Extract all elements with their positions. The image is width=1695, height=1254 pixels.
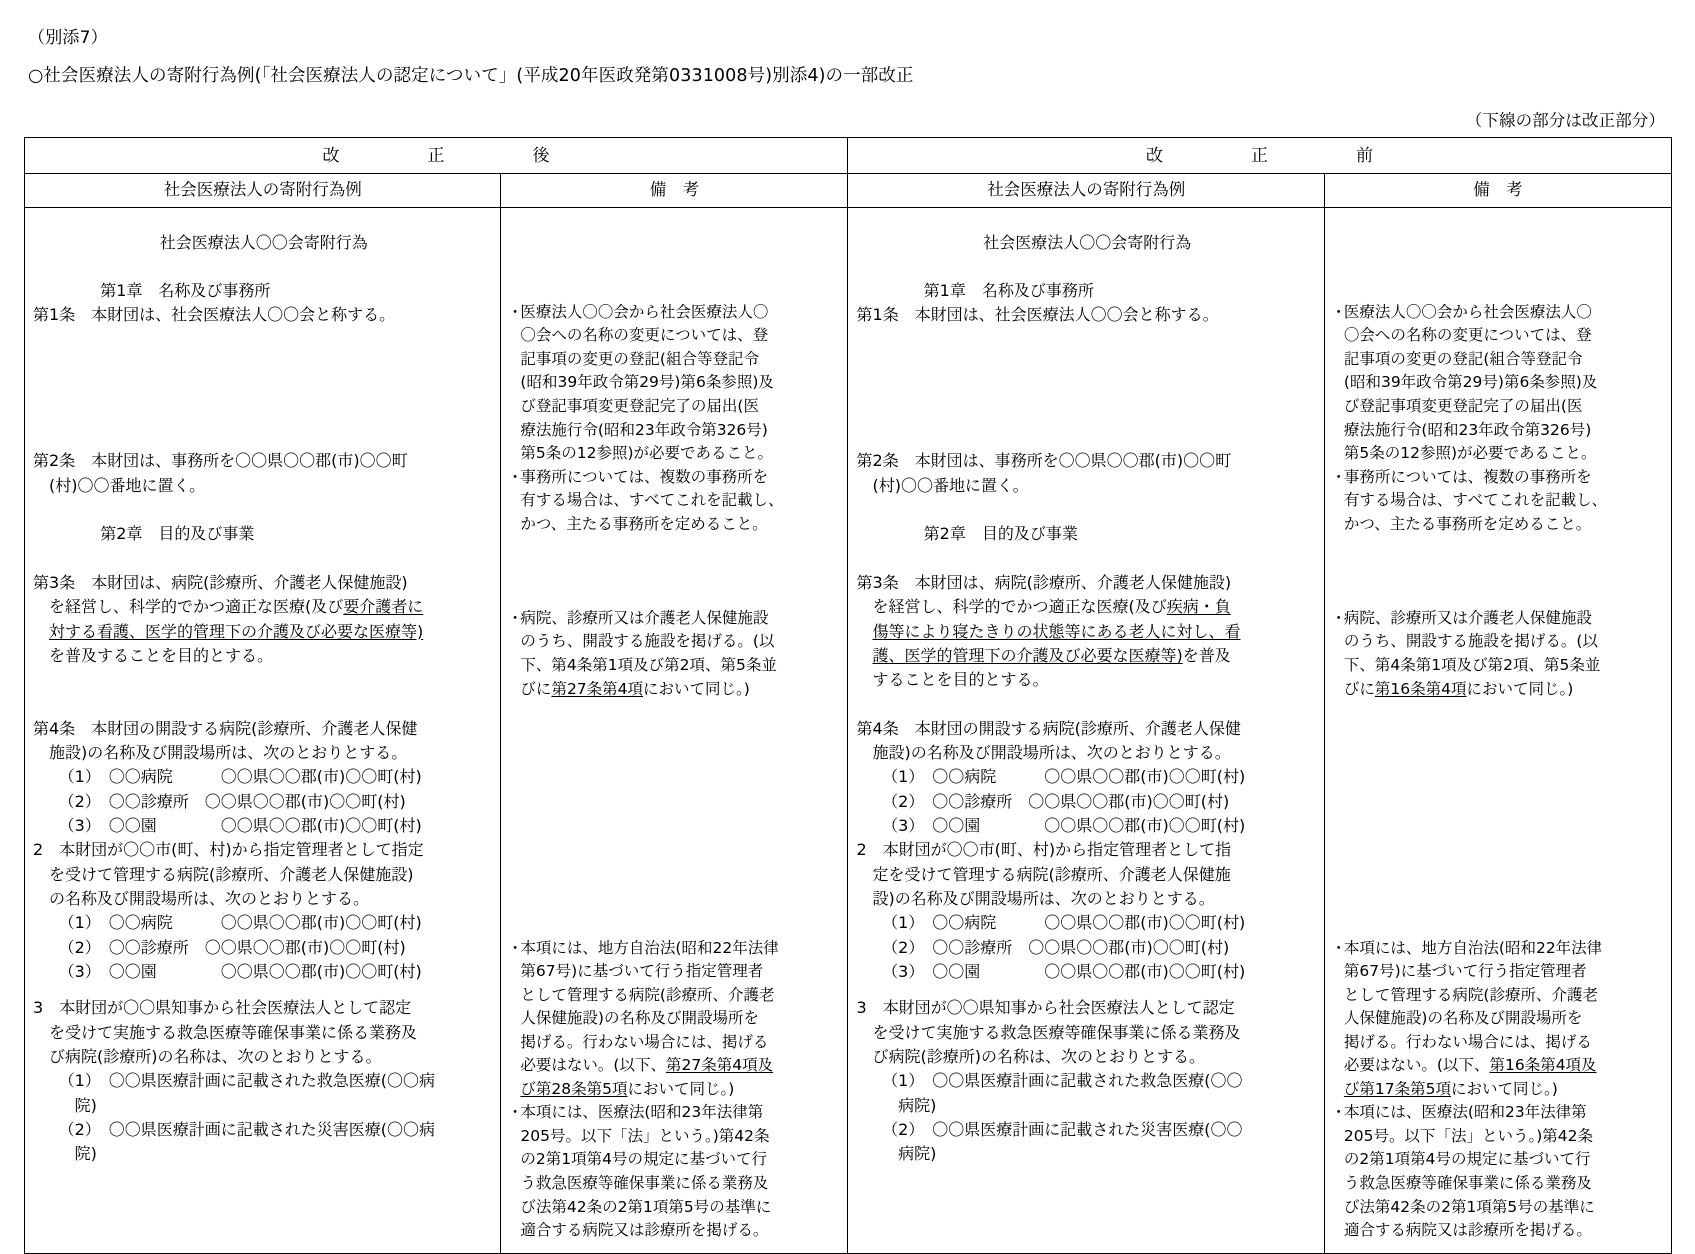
after-note-5: [507, 1101, 841, 1242]
after-note-4-line-4: 人保健施設)の名称及び開設場所を: [520, 1009, 759, 1028]
before-article-4-item-3: （3） 〇〇園 〇〇県〇〇郡(市)〇〇町(村): [882, 816, 1246, 836]
before-article-4-para-2-item-3: （3） 〇〇園 〇〇県〇〇郡(市)〇〇町(村): [882, 961, 1246, 981]
after-chapter-1-heading: 第1章 名称及び事務所: [100, 281, 271, 301]
before-article-4-para-3-line-2: を受けて実施する救急医療等確保事業に係る業務及: [872, 1022, 1241, 1042]
after-note-3-line-4-prefix: びに: [520, 679, 552, 698]
before-article-1: 第1条 本財団は、社会医療法人〇〇会と称する。: [856, 305, 1219, 325]
before-note-3-line-4-suffix: において同じ。): [1466, 679, 1574, 698]
before-article-3-line-2-plain: を経営し、科学的でかつ適正な医療(及び: [872, 597, 1167, 617]
after-note-1-line-4: (昭和39年政令第29号)第6条参照)及: [520, 373, 774, 392]
after-article-4-item-3: （3） 〇〇園 〇〇県〇〇郡(市)〇〇町(村): [58, 816, 422, 836]
before-note-4-line-7-suffix: において同じ。): [1451, 1079, 1558, 1098]
before-note-4-line-6-prefix: 必要はない。(以下、: [1343, 1056, 1490, 1075]
before-note-2-line-2: 有する場合は、すべてこれを記載し、: [1343, 491, 1608, 510]
before-note-4-line-1: 本項には、地方自治法(昭和22年法律: [1343, 938, 1603, 957]
before-article-4-item-2: （2） 〇〇診療所 〇〇県〇〇郡(市)〇〇町(村): [882, 791, 1230, 811]
after-article-4-para-3-line-1: 3 本財団が〇〇県知事から社会医療法人として認定: [33, 998, 412, 1018]
after-note-3: [507, 607, 841, 701]
after-note-2-line-2: 有する場合は、すべてこれを記載し、: [520, 491, 784, 510]
group-header-after: 改 正 後: [25, 138, 848, 174]
after-article-4-para-3-item-1-line-1: （1） 〇〇県医療計画に記載された救急医療(〇〇病: [58, 1071, 436, 1091]
after-article-4-para-3-item-2-line-1: （2） 〇〇県医療計画に記載された災害医療(〇〇病: [58, 1119, 436, 1139]
bullet-icon: ・: [507, 302, 523, 321]
before-article-4-para-3-line-3: び病院(診療所)の名称は、次のとおりとする。: [872, 1047, 1205, 1067]
after-note-1-line-2: 〇会への名称の変更については、登: [520, 326, 769, 345]
after-article-3-line-2-revised: 要介護者に: [343, 597, 424, 617]
underline-legend: （下線の部分は改正部分）: [1465, 111, 1665, 131]
before-note-5-line-3: の2第1項第4号の規定に基づいて行: [1343, 1150, 1591, 1169]
before-note-4-line-2: 第67号)に基づいて行う指定管理者: [1343, 962, 1587, 981]
before-note-2-line-1: 事務所については、複数の事務所を: [1343, 467, 1592, 486]
before-note-1: [1331, 301, 1665, 466]
before-article-2-line-2: (村)〇〇番地に置く。: [872, 475, 1029, 495]
after-article-3-line-3-revised: 対する看護、医学的管理下の介護及び必要な医療等): [49, 621, 424, 641]
after-article-4-para-2-item-3: （3） 〇〇園 〇〇県〇〇郡(市)〇〇町(村): [58, 961, 422, 981]
column-header-before-note: 備 考: [1324, 174, 1671, 208]
before-article-4-para-3-line-1: 3 本財団が〇〇県知事から社会医療法人として認定: [856, 998, 1235, 1018]
before-article-3-line-4-revised: 護、医学的管理下の介護及び必要な医療等): [872, 645, 1183, 665]
after-note-1-line-1: 医療法人〇〇会から社会医療法人〇: [520, 302, 769, 321]
after-article-3-line-4: を普及することを目的とする。: [49, 645, 274, 665]
before-note-4-line-6: [1344, 1054, 1665, 1078]
after-article-3-line-2-plain: を経営し、科学的でかつ適正な医療(及び: [49, 597, 344, 617]
before-note-2-line-3: かつ、主たる事務所を定めること。: [1343, 514, 1592, 533]
after-note-3-line-4-revised: 第27条第4項: [551, 679, 644, 698]
before-article-4-para-2-line-1: 2 本財団が〇〇市(町、村)から指定管理者として指: [856, 840, 1232, 860]
bullet-icon: ・: [507, 467, 523, 486]
after-note-5-line-4: う救急医療等確保事業に係る業務及: [520, 1174, 769, 1193]
after-article-4-para-3-line-2: を受けて実施する救急医療等確保事業に係る業務及: [49, 1022, 418, 1042]
bullet-icon: ・: [507, 608, 523, 627]
after-note-3-line-3: 下、第4条第1項及び第2項、第5条並: [520, 656, 777, 674]
after-note-5-line-6: 適合する病院又は診療所を掲げる。: [520, 1221, 769, 1240]
column-header-before-body: 社会医療法人の寄附行為例: [848, 174, 1324, 208]
before-article-4-para-2-item-2: （2） 〇〇診療所 〇〇県〇〇郡(市)〇〇町(村): [882, 937, 1230, 957]
before-article-4-line-1: 第4条 本財団の開設する病院(診療所、介護老人保健: [856, 718, 1241, 738]
group-header-before: 改 正 前: [848, 138, 1672, 174]
before-note-5-line-2: 205号。以下「法」という。)第42条: [1343, 1126, 1594, 1145]
before-note-5: [1331, 1101, 1665, 1242]
before-note-4-line-3: として管理する病院(診療所、介護老: [1343, 985, 1598, 1004]
after-article-3-line-1: 第3条 本財団は、病院(診療所、介護老人保健施設): [33, 572, 408, 592]
before-note-1-line-4: (昭和39年政令第29号)第6条参照)及: [1343, 373, 1598, 392]
before-note-1-line-5: び登記事項変更登記完了の届出(医: [1343, 396, 1583, 415]
before-note-3-line-4-revised: 第16条第4項: [1374, 679, 1467, 698]
after-article-4-para-2-line-2: を受けて管理する病院(診療所、介護老人保健施設): [49, 864, 414, 884]
before-article-4-para-2-line-2: 定を受けて管理する病院(診療所、介護老人保健施: [872, 864, 1231, 884]
after-note-2-line-1: 事務所については、複数の事務所を: [520, 467, 769, 486]
after-article-3-line-2: [33, 595, 494, 619]
after-article-4-item-2: （2） 〇〇診療所 〇〇県〇〇郡(市)〇〇町(村): [58, 791, 406, 811]
before-article-3-line-2-revised: 疾病・負: [1166, 597, 1231, 617]
before-note-4-line-7: [1344, 1078, 1665, 1102]
after-note-5-line-5: び法第42条の2第1項第5号の基準に: [520, 1197, 772, 1216]
content-row: [25, 208, 1672, 1253]
before-article-4-para-3-item-2-line-1: （2） 〇〇県医療計画に記載された災害医療(〇〇: [882, 1119, 1243, 1139]
after-note-1-line-3: 記事項の変更の登記(組合等登記令: [520, 349, 759, 368]
after-note-3-line-2: のうち、開設する施設を掲げる。(以: [520, 632, 775, 651]
after-article-2-line-1: 第2条 本財団は、事務所を〇〇県〇〇郡(市)〇〇町: [33, 451, 408, 471]
before-chapter-1-heading: 第1章 名称及び事務所: [923, 281, 1094, 301]
after-note-4-line-3: として管理する病院(診療所、介護老: [520, 985, 775, 1004]
after-body-cell: [25, 208, 501, 1253]
after-article-4-line-1: 第4条 本財団の開設する病院(診療所、介護老人保健: [33, 718, 418, 738]
bullet-icon: ・: [1330, 467, 1347, 486]
before-notes-cell: [1324, 208, 1671, 1253]
before-note-1-line-2: 〇会への名称の変更については、登: [1343, 326, 1592, 345]
after-note-3-line-1: 病院、診療所又は介護老人保健施設: [520, 608, 769, 627]
after-article-4-para-3-item-1-line-2: 院): [74, 1095, 97, 1115]
before-article-4-para-3-item-1-line-2: 病院): [898, 1095, 937, 1115]
before-note-5-line-4: う救急医療等確保事業に係る業務及: [1343, 1174, 1592, 1193]
after-note-5-line-1: 本項には、医療法(昭和23年法律第: [520, 1103, 764, 1122]
before-note-1-line-6: 療法施行令(昭和23年政令第326号): [1343, 420, 1592, 439]
column-header-after-body: 社会医療法人の寄附行為例: [25, 174, 501, 208]
before-note-1-line-3: 記事項の変更の登記(組合等登記令: [1343, 349, 1583, 368]
before-article-3-line-4: [856, 644, 1317, 668]
before-article-4-para-2-line-3: 設)の名称及び開設場所は、次のとおりとする。: [872, 888, 1215, 908]
after-note-4-line-7: [520, 1078, 841, 1102]
before-note-1-line-7: 第5条の12参照)が必要であること。: [1343, 444, 1597, 463]
bullet-icon: ・: [507, 938, 523, 957]
bullet-icon: ・: [1330, 938, 1347, 957]
after-notes-cell: [501, 208, 848, 1253]
after-article-4-para-2-line-3: の名称及び開設場所は、次のとおりとする。: [49, 888, 370, 908]
after-note-4-line-6-revised: 第27条第4項及: [665, 1056, 774, 1075]
after-article-4-item-1: （1） 〇〇病院 〇〇県〇〇郡(市)〇〇町(村): [58, 767, 422, 787]
before-article-3-line-4-suffix: を普及: [1182, 645, 1231, 665]
before-chapter-2-heading: 第2章 目的及び事業: [923, 524, 1078, 544]
bullet-icon: ・: [1330, 608, 1347, 627]
before-article-4-para-2-item-1: （1） 〇〇病院 〇〇県〇〇郡(市)〇〇町(村): [882, 913, 1246, 933]
column-header-after-note: 備 考: [501, 174, 848, 208]
before-article-3-line-5: することを目的とする。: [872, 670, 1049, 690]
before-note-3: [1331, 607, 1665, 701]
after-article-4-para-2-item-2: （2） 〇〇診療所 〇〇県〇〇郡(市)〇〇町(村): [58, 937, 406, 957]
bullet-icon: ・: [1330, 1103, 1347, 1122]
before-article-2-line-1: 第2条 本財団は、事務所を〇〇県〇〇郡(市)〇〇町: [856, 451, 1232, 471]
after-article-2-line-2: (村)〇〇番地に置く。: [49, 475, 206, 495]
after-note-4-line-5: 掲げる。行わない場合には、掲げる: [520, 1032, 769, 1051]
before-note-3-line-4: [1344, 678, 1665, 702]
before-article-3-line-1: 第3条 本財団は、病院(診療所、介護老人保健施設): [856, 572, 1232, 592]
after-article-4-para-2-line-1: 2 本財団が〇〇市(町、村)から指定管理者として指定: [33, 840, 424, 860]
after-note-1-line-7: 第5条の12参照)が必要であること。: [520, 444, 774, 463]
after-note-1-line-5: び登記事項変更登記完了の届出(医: [520, 396, 759, 415]
after-note-2-line-3: かつ、主たる事務所を定めること。: [520, 514, 768, 533]
document-title: ○社会医療法人の寄附行為例(「社会医療法人の認定について」(平成20年医政発第0331008号)別添4)の一部改正: [28, 66, 914, 87]
before-note-3-line-2: のうち、開設する施設を掲げる。(以: [1343, 632, 1598, 651]
before-note-5-line-5: び法第42条の2第1項第5号の基準に: [1343, 1197, 1595, 1216]
before-note-1-line-1: 医療法人〇〇会から社会医療法人〇: [1343, 302, 1592, 321]
after-note-4-line-6-prefix: 必要はない。(以下、: [520, 1056, 666, 1075]
before-note-3-line-1: 病院、診療所又は介護老人保健施設: [1343, 608, 1592, 627]
before-note-3-line-4-prefix: びに: [1343, 679, 1375, 698]
after-note-1: [507, 301, 841, 466]
after-note-4-line-2: 第67号)に基づいて行う指定管理者: [520, 962, 764, 981]
after-article-4-para-3-item-2-line-2: 院): [74, 1144, 97, 1164]
before-article-4-item-1: （1） 〇〇病院 〇〇県〇〇郡(市)〇〇町(村): [882, 767, 1246, 787]
before-article-4-para-3-item-2-line-2: 病院): [898, 1144, 937, 1164]
group-header-row: [25, 138, 1672, 174]
after-note-4-line-1: 本項には、地方自治法(昭和22年法律: [520, 938, 779, 957]
after-note-2: [507, 466, 841, 537]
before-note-5-line-1: 本項には、医療法(昭和23年法律第: [1343, 1103, 1587, 1122]
after-note-4-line-7-revised: び第28条第5項: [520, 1079, 628, 1098]
column-header-row: [25, 174, 1672, 208]
before-body-cell: [848, 208, 1324, 1253]
after-note-3-line-4-suffix: において同じ。): [643, 679, 750, 698]
before-note-4-line-6-revised: 第16条第4項及: [1489, 1056, 1597, 1075]
before-doc-heading: 社会医療法人〇〇会寄附行為: [983, 232, 1192, 252]
after-article-4-line-2: 施設)の名称及び開設場所は、次のとおりとする。: [49, 743, 408, 763]
after-note-4: [507, 937, 841, 1102]
after-note-4-line-7-suffix: において同じ。): [627, 1079, 735, 1098]
after-article-4-para-3-line-3: び病院(診療所)の名称は、次のとおりとする。: [49, 1047, 382, 1067]
after-note-1-line-6: 療法施行令(昭和23年政令第326号): [520, 420, 768, 439]
before-note-4-line-7-revised: び第17条第5項: [1343, 1079, 1451, 1098]
before-article-3-line-3-revised: 傷等により寝たきりの状態等にある老人に対し、看: [872, 621, 1241, 641]
attachment-number: （別添7）: [28, 28, 108, 48]
revision-comparison-table: [24, 137, 1672, 1253]
after-chapter-2-heading: 第2章 目的及び事業: [100, 524, 255, 544]
before-note-3-line-3: 下、第4条第1項及び第2項、第5条並: [1343, 656, 1601, 674]
after-note-3-line-4: [520, 678, 841, 702]
before-note-5-line-6: 適合する病院又は診療所を掲げる。: [1343, 1221, 1592, 1240]
before-note-4-line-5: 掲げる。行わない場合には、掲げる: [1343, 1032, 1592, 1051]
after-article-1: 第1条 本財団は、社会医療法人〇〇会と称する。: [33, 305, 396, 325]
after-article-4-para-2-item-1: （1） 〇〇病院 〇〇県〇〇郡(市)〇〇町(村): [58, 913, 422, 933]
before-note-4: [1331, 937, 1665, 1102]
after-note-4-line-6: [520, 1054, 841, 1078]
after-note-5-line-3: の2第1項第4号の規定に基づいて行: [520, 1150, 768, 1169]
before-note-4-line-4: 人保健施設)の名称及び開設場所を: [1343, 1009, 1583, 1028]
before-note-2: [1331, 466, 1665, 537]
bullet-icon: ・: [1330, 302, 1347, 321]
before-article-3-line-2: [856, 595, 1317, 619]
before-article-4-para-3-item-1-line-1: （1） 〇〇県医療計画に記載された救急医療(〇〇: [882, 1071, 1243, 1091]
after-note-5-line-2: 205号。以下「法」という。)第42条: [520, 1126, 770, 1145]
before-article-4-line-2: 施設)の名称及び開設場所は、次のとおりとする。: [872, 743, 1231, 763]
bullet-icon: ・: [507, 1103, 523, 1122]
after-doc-heading: 社会医療法人〇〇会寄附行為: [159, 232, 368, 252]
